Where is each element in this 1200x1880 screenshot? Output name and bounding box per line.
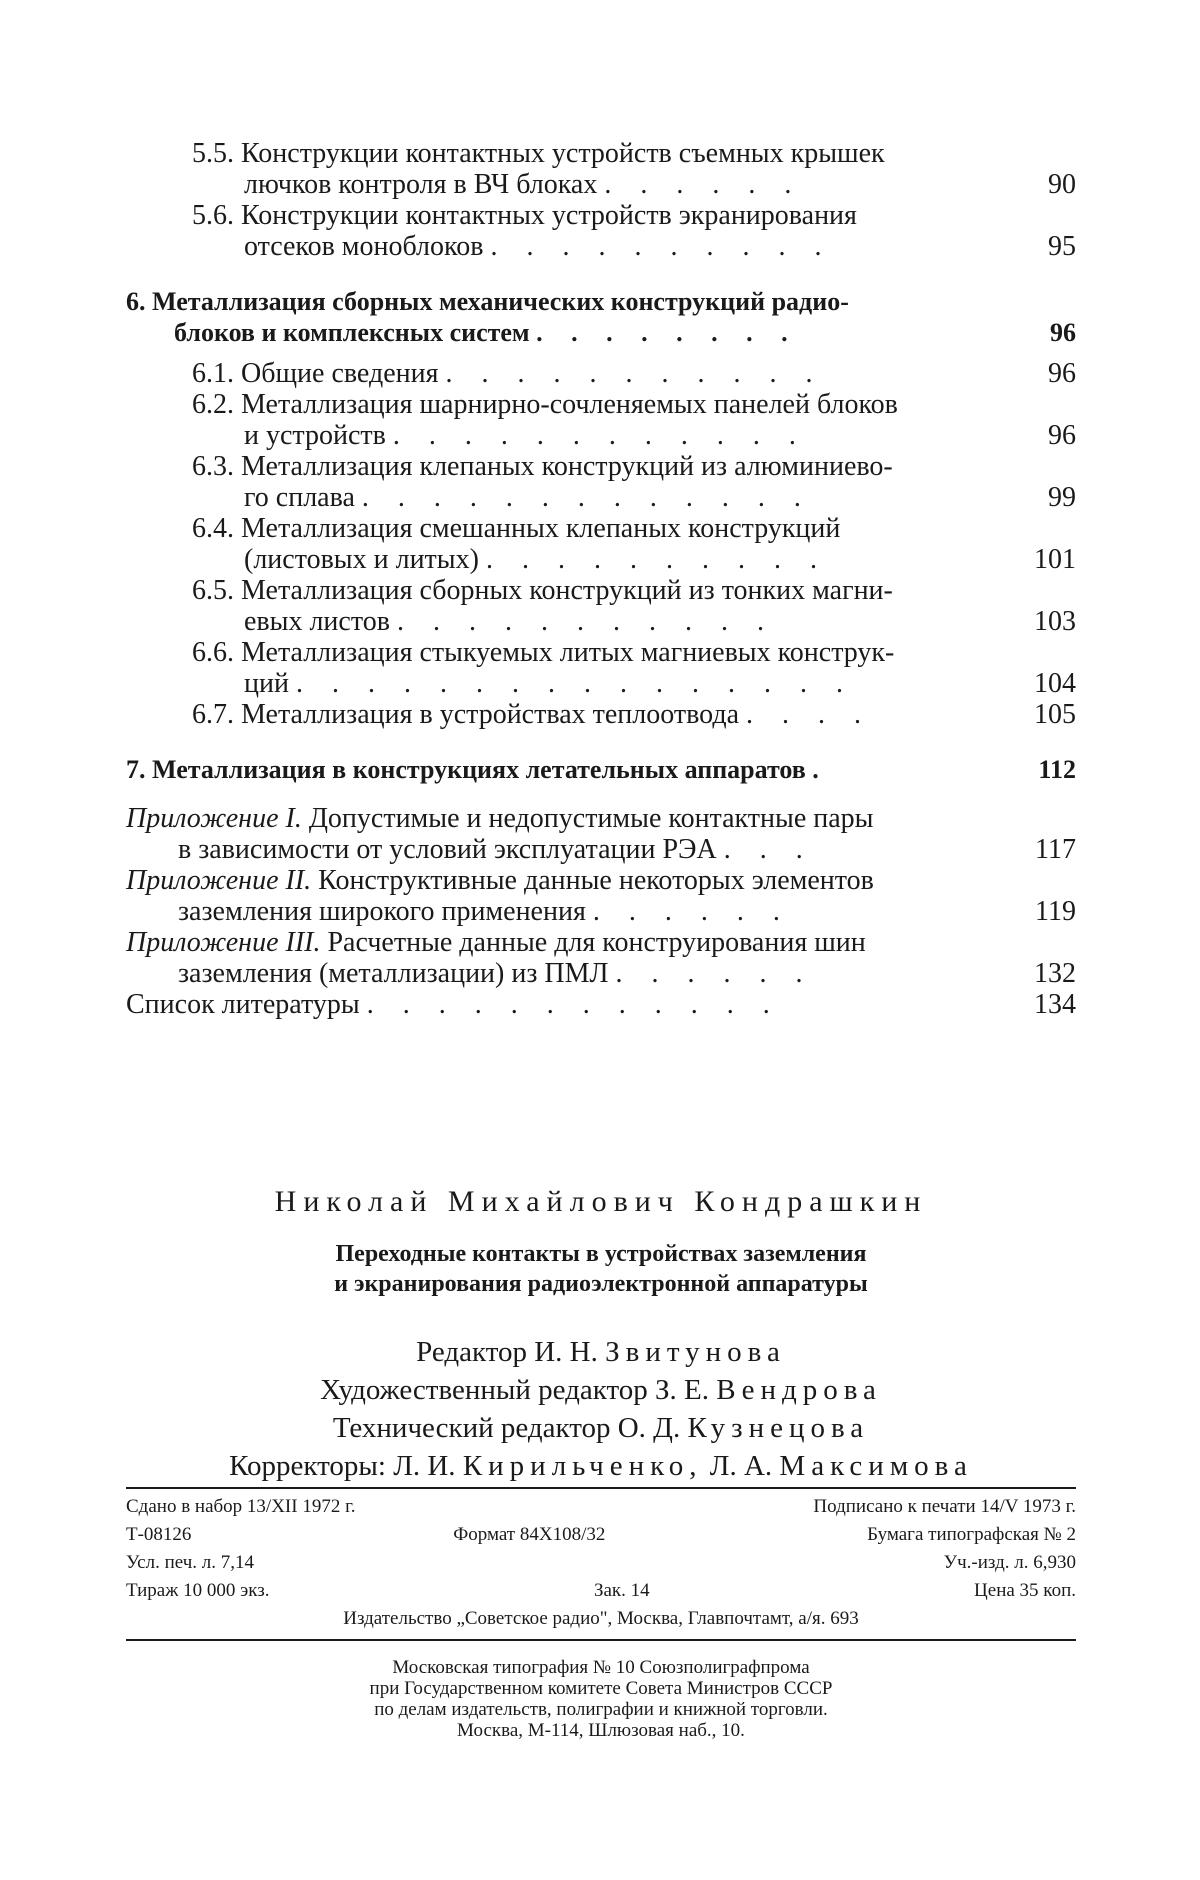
toc-section [126, 754, 1076, 785]
toc-title: Металлизация стыкуемых литых магниевых конструк- [241, 637, 895, 668]
toc-number: 6.4. [192, 513, 234, 544]
toc-number: 6.1. [192, 358, 234, 389]
leader-dots: . . . . . . . . . . . [445, 358, 824, 389]
page-number: 134 [1034, 989, 1076, 1020]
toc-title: Конструктивные данные некоторых элементов [318, 865, 874, 896]
toc-number: 6.3. [192, 451, 234, 482]
toc-entry [126, 989, 1076, 1020]
toc-number: 6.2. [192, 389, 234, 420]
corrector-name: Кирильченко, [462, 1450, 703, 1482]
toc-title: Расчетные данные для конструирования шин [327, 927, 866, 958]
page-number: 103 [1034, 606, 1076, 637]
toc-title-cont: (листовых и литых) [244, 544, 479, 575]
toc-entry [126, 637, 1076, 699]
appendix-label: Приложение III. [126, 927, 321, 958]
toc-number: 6.7. [192, 699, 234, 730]
toc-title-cont: в зависимости от условий эксплуатации РЭА [178, 834, 717, 865]
print-sheets: Усл. печ. л. 7,14 [126, 1552, 254, 1573]
leader-dots: . . . . . . . . . . . . . . . . [295, 668, 854, 699]
order-number: Зак. 14 [593, 1580, 650, 1601]
publication-details [126, 1487, 1076, 1641]
art-editor-name: Вендрова [716, 1374, 882, 1406]
corrector-name: Максимова [779, 1450, 973, 1482]
publishing-sheets: Уч.-изд. л. 6,930 [943, 1552, 1076, 1573]
page-number: 96 [1048, 358, 1076, 389]
page-number: 104 [1034, 668, 1076, 699]
toc-entry [126, 513, 1076, 575]
toc-title-cont: и устройств [244, 420, 386, 451]
toc-title: Конструкции контактных устройств экранирования [241, 200, 857, 231]
credits [126, 1333, 1076, 1485]
code: Т-08126 [126, 1524, 192, 1545]
price: Цена 35 коп. [974, 1580, 1076, 1601]
leader-dots: . . . . . . . . . . . . [366, 989, 781, 1020]
divider [126, 1639, 1076, 1641]
toc-entry [126, 358, 1076, 389]
toc-title: Металлизация сборных механических конструкций радио- [152, 287, 849, 316]
leader-dots: . . . . [746, 699, 873, 730]
toc-title: Металлизация смешанных клепаных конструкций [241, 513, 841, 544]
page-number: 99 [1048, 482, 1076, 513]
toc-title: Металлизация клепаных конструкций из алюминиево- [241, 451, 893, 482]
book-title-line: и экранирования радиоэлектронной аппаратуры [334, 1271, 868, 1297]
publisher: Издательство „Советское радио", Москва, Главпочтамт, а/я. 693 [343, 1608, 859, 1629]
page-number: 96 [1048, 420, 1076, 451]
leader-dots: . . . . . . . . . . . . [392, 420, 807, 451]
sent-to-typesetting: Сдано в набор 13/XII 1972 г. [126, 1496, 356, 1517]
toc-entry [126, 451, 1076, 513]
toc-entry [126, 200, 1076, 262]
leader-dots: . . . . . . [604, 169, 803, 200]
page-number: 119 [1035, 896, 1076, 927]
toc-number: 5.5. [192, 138, 234, 169]
circulation: Тираж 10 000 экз. [126, 1580, 270, 1601]
page-number: 95 [1048, 231, 1076, 262]
toc-title-cont: евых листов [244, 606, 390, 637]
editor-credit: Редактор И. Н. Звитунова [416, 1336, 786, 1368]
toc-entry [126, 575, 1076, 637]
toc-title-cont: ций [244, 668, 289, 699]
correctors-credit: Корректоры: Л. И. Кирильченко, Л. А. Максимова [229, 1450, 973, 1482]
page-number: 101 [1034, 544, 1076, 575]
toc-title: Металлизация сборных конструкций из тонких магни- [241, 575, 893, 606]
printer-line: при Государственном комитете Совета Министров СССР [369, 1678, 833, 1699]
book-title [126, 1239, 1076, 1299]
paper: Бумага типографская № 2 [867, 1524, 1076, 1545]
toc-section [126, 286, 1076, 348]
toc-appendix [126, 803, 1076, 865]
leader-dots: . . . [723, 834, 814, 865]
appendix-label: Приложение II. [126, 865, 312, 896]
page-number: 117 [1035, 834, 1076, 865]
leader-dots: . . . . . . . . . . . [396, 606, 775, 637]
toc-appendix [126, 927, 1076, 989]
toc-entry [126, 699, 1076, 730]
page-number: 96 [1050, 318, 1076, 347]
page-number: 105 [1034, 699, 1076, 730]
appendix-label: Приложение I. [126, 803, 302, 834]
imprint [126, 1185, 1076, 1485]
signed-for-print: Подписано к печати 14/V 1973 г. [813, 1496, 1076, 1517]
book-title-line: Переходные контакты в устройствах заземления [335, 1241, 867, 1267]
leader-dots: . [812, 755, 830, 784]
toc-title-cont: отсеков моноблоков [244, 231, 484, 262]
leader-dots: . . . . . . . . . . [485, 544, 828, 575]
leader-dots: . . . . . . [592, 896, 791, 927]
art-editor-credit: Художественный редактор З. Е. Вендрова [320, 1374, 882, 1406]
printer-line: по делам издательств, полиграфии и книжной торговли. [374, 1699, 828, 1720]
leader-dots: . . . . . . . . [536, 318, 799, 347]
toc-entry [126, 389, 1076, 451]
toc-title: Металлизация шарнирно-сочленяемых панелей блоков [241, 389, 898, 420]
editor-name: Звитунова [605, 1336, 786, 1368]
page-number: 112 [1038, 755, 1076, 784]
printing-house [126, 1657, 1076, 1741]
toc-title: Общие сведения [241, 358, 439, 389]
toc-title: Список литературы [126, 989, 360, 1020]
toc-number: 7. [126, 755, 146, 784]
format: Формат 84Х108/32 [453, 1524, 606, 1545]
toc-title: Допустимые и недопустимые контактные пары [308, 803, 874, 834]
author-name: Николай Михайлович Кондрашкин [274, 1185, 928, 1218]
printer-line: Москва, М-114, Шлюзовая наб., 10. [457, 1720, 745, 1741]
tech-editor-credit: Технический редактор О. Д. Кузнецова [332, 1412, 870, 1444]
divider [126, 1487, 1076, 1489]
toc-number: 6.6. [192, 637, 234, 668]
leader-dots: . . . . . . . . . . . . . [361, 482, 812, 513]
toc-number: 5.6. [192, 200, 234, 231]
printer-line: Московская типография № 10 Союзполиграфпрома [392, 1657, 810, 1678]
toc-title-cont: блоков и комплексных систем [174, 318, 530, 347]
toc-number: 6. [126, 287, 146, 316]
leader-dots: . . . . . . [615, 958, 814, 989]
toc-entry [126, 138, 1076, 200]
toc-title-cont: го сплава [244, 482, 355, 513]
toc-number: 6.5. [192, 575, 234, 606]
table-of-contents [126, 138, 1076, 1020]
toc-title-cont: заземления (металлизации) из ПМЛ [178, 958, 609, 989]
toc-title: Металлизация в конструкциях летательных аппаратов [152, 755, 806, 784]
toc-title-cont: лючков контроля в ВЧ блоках [244, 169, 598, 200]
toc-title-cont: заземления широкого применения [178, 896, 586, 927]
page-number: 132 [1034, 958, 1076, 989]
leader-dots: . . . . . . . . . . [490, 231, 833, 262]
toc-appendix [126, 865, 1076, 927]
toc-title: Металлизация в устройствах теплоотвода [241, 699, 740, 730]
toc-title: Конструкции контактных устройств съемных крышек [241, 138, 885, 169]
tech-editor-name: Кузнецова [687, 1412, 870, 1444]
page-number: 90 [1048, 169, 1076, 200]
